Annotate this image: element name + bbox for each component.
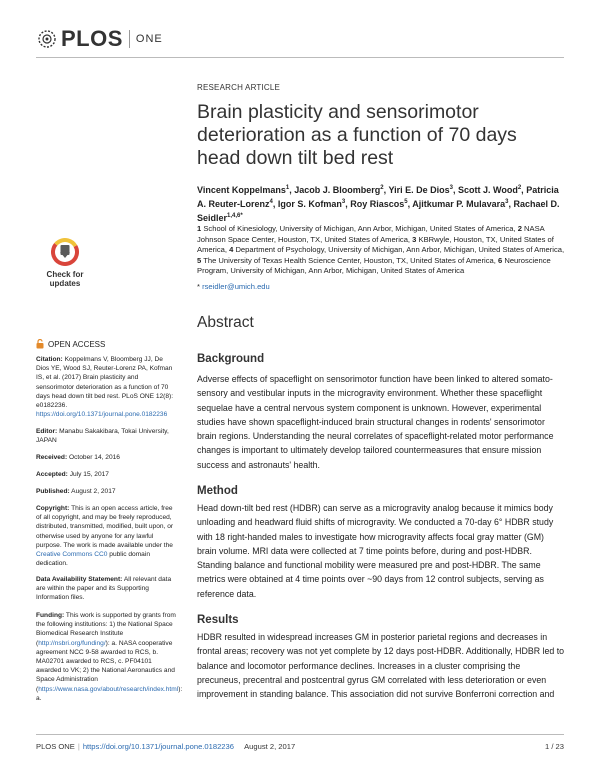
creative-commons-link[interactable]: Creative Commons CC0 [36, 551, 108, 559]
funding-text: ): a. [36, 685, 183, 702]
citation-label: Citation: [36, 356, 63, 363]
copyright-tail: public domain dedication. [36, 551, 150, 568]
email-link[interactable]: rseidler@umich.edu [202, 282, 270, 291]
section-text-method: Head down-tilt bed rest (HDBR) can serve as a microgravity analog because it mimics body unloading and headward fluid shifts of microgravity. We conducted a 70-day 6° HDBR study with 18 right-handed males to investigate how microgravity affects focal gray matter (GM) brain volume. MRI data were collected at 7 time points before, during and post-HDBR. Standing balance and functional mobility were measured pre and post-HDBR. The same metrics were obtained at 4 time points over ~90 days from 12 control subjects, serving as reference data. [197, 503, 554, 599]
published-label: Published: [36, 488, 70, 495]
corresponding-email [197, 282, 270, 291]
brand-name: PLOS [61, 26, 123, 51]
affil-number: 3 [412, 234, 417, 244]
copyright-label: Copyright: [36, 505, 70, 512]
author-sup: 1 [285, 185, 290, 191]
page-footer: PLOS ONE | https://doi.org/10.1371/journal.pone.0182236 August 2, 2017 1 / 23 [36, 742, 564, 751]
affil-number: 4 [229, 245, 234, 255]
open-access-badge [36, 339, 105, 349]
affil-text: Neuroscience Program, University of Michigan, Ann Arbor, Michigan, United States of America [197, 255, 551, 276]
affil-text: KBRwyle, Houston, TX, United States of America, [197, 234, 554, 255]
affil-text: NASA Johnson Space Center, Houston, TX, United States of America, [197, 224, 545, 244]
plos-one-logo [36, 26, 163, 52]
footer-journal: PLOS ONE [36, 742, 75, 751]
affil-number: 6 [497, 255, 503, 265]
nasa-link[interactable]: https://www.nasa.gov/about/research/index.html [38, 685, 179, 693]
author-sup: 2 [517, 185, 522, 191]
author[interactable]: Scott J. Wood [457, 185, 518, 195]
published-text: August 2, 2017 [71, 488, 116, 495]
check-line2: updates [49, 279, 81, 288]
affil-text: Department of Psychology, University of Michigan, Ann Arbor, Michigan, United States of America, [235, 245, 565, 255]
funding-text: This work is supported by grants from the following institutions: 1) the National Space Biomedical Research Institute ( [36, 612, 176, 647]
accepted-block [36, 470, 176, 479]
check-for-updates-badge[interactable] [38, 236, 92, 292]
affil-text: School of Kinesiology, University of Michigan, Ann Arbor, Michigan, United States of America, [203, 224, 516, 233]
article-type: RESEARCH ARTICLE [197, 83, 281, 92]
journal-name: ONE [135, 33, 163, 45]
author[interactable]: Jacob J. Bloomberg [294, 185, 381, 195]
editor-block [36, 427, 176, 445]
copyright-block [36, 504, 176, 568]
published-block [36, 487, 176, 496]
received-text: October 14, 2016 [69, 454, 120, 461]
logo-divider [129, 30, 130, 48]
section-text-results: HDBR resulted in widespread increases GM in posterior parietal regions and decreases in frontal areas; recovery was not yet complete by 12 days post-HDBR. Additionally, HDBR led to balance and locomotor performance declines. Increases in a cluster comprising the precuneus, precentral and postcentral gyrus GM correlated with less deterioration or even improvement in standing balance. This association did not survive Bonferroni correction and [197, 632, 565, 700]
author-sup: 3 [449, 185, 453, 191]
author[interactable]: Patricia A. Reuter-Lorenz [197, 185, 559, 209]
section-heading-background: Background [197, 353, 265, 365]
accepted-label: Accepted: [36, 471, 68, 478]
received-label: Received: [36, 454, 68, 461]
footer-date: August 2, 2017 [244, 742, 296, 751]
author[interactable]: Igor S. Kofman [277, 199, 342, 209]
section-heading-results: Results [197, 614, 239, 626]
author-list: Vincent Koppelmans$^1$, Jacob J. Bloomberg$^2$, Yiri E. De Dios$^3$, Scott J. Wood$^2$, Patricia A. Reuter-Lorenz$^4$, Igor S. Kofman$^3$, Roy Riascos$^5$, Ajitkumar P. Mulavara$^3$, Rachael D. Seidler$^{1,4,6*}$ [197, 185, 560, 223]
author[interactable]: Rachael D. Seidler [197, 199, 560, 223]
editor-label: Editor: [36, 428, 58, 435]
funding-text: ): a. NASA cooperative agreement NCC 9-58 awarded to RCS, b. MA02701 awarded to RCS, c. PF04101 awarded to VK; 2) the National Aeronautics and Space Administration ( [36, 639, 175, 693]
author[interactable]: Yiri E. De Dios [388, 185, 450, 195]
header-rule [36, 57, 564, 58]
affil-number: 1 [197, 224, 202, 233]
author[interactable]: Ajitkumar P. Mulavara [412, 199, 506, 209]
affiliations [197, 224, 567, 277]
author-sup: 3 [505, 199, 509, 205]
plos-logo-mark-icon [36, 28, 58, 50]
nsbri-link[interactable]: http://nsbri.org/funding/ [38, 639, 106, 647]
footer-rule [36, 734, 564, 735]
open-lock-icon [36, 339, 44, 349]
author-sup: 1,4,6* [227, 213, 243, 219]
author-sup: 4 [269, 199, 273, 205]
footer-doi-link[interactable]: https://doi.org/10.1371/journal.pone.0182236 [82, 742, 234, 751]
section-heading-method: Method [197, 485, 238, 497]
affil-number: 2 [517, 224, 522, 233]
citation-text: Koppelmans V, Bloomberg JJ, De Dios YE, Wood SJ, Reuter-Lorenz PA, Kofman IS, et al. (2017) Brain plasticity and sensorimotor deterioration as a function of 70 days head down tilt bed rest. PLoS ONE 12(8): e0182236. [36, 356, 174, 410]
received-block [36, 453, 176, 462]
funding-block [36, 611, 183, 703]
open-access-label: OPEN ACCESS [48, 339, 106, 349]
asterisk-icon: * [197, 282, 200, 291]
citation-doi-link[interactable]: https://doi.org/10.1371/journal.pone.0182236 [36, 411, 168, 419]
data-availability-text: All relevant data are within the paper and its Supporting Information files. [36, 576, 172, 602]
section-text-background: Adverse effects of spaceflight on sensorimotor function have been linked to altered somato-sensory and vestibular inputs in the microgravity environment. Whether these spaceflight sequelae have a central nervous system component is unknown. However, experimental studies have shown spaceflight-induced brain structural changes in rodents' sensorimotor brain regions. Understanding the neural correlates of spaceflight-related motor performance changes is important to ultimately develop tailored countermeasures that ensure mission success and astronauts' health. [197, 374, 554, 470]
author[interactable]: Roy Riascos [350, 199, 405, 209]
abstract-heading: Abstract [197, 314, 254, 331]
page-number: 1 / 23 [545, 742, 564, 751]
author-sup: 5 [404, 199, 408, 205]
data-availability-block [36, 575, 176, 603]
author[interactable]: Vincent Koppelmans [197, 185, 286, 195]
affil-text: The University of Texas Health Science Center, Houston, TX, United States of America, [203, 255, 496, 265]
accepted-text: July 15, 2017 [69, 471, 109, 478]
author-sup: 2 [380, 185, 384, 191]
affil-number: 5 [197, 255, 202, 265]
funding-label: Funding: [36, 612, 65, 619]
editor-text: Manabu Sakakibara, Tokai University, JAPAN [36, 428, 169, 445]
author-sup: 3 [341, 199, 346, 205]
copyright-text: This is an open access article, free of all copyright, and may be freely reproduced, distributed, transmitted, modified, built upon, or otherwise used by anyone for any lawful purpose. The work is made available under the [36, 505, 174, 549]
citation-block [36, 355, 176, 419]
check-line1: Check for [46, 270, 84, 279]
data-availability-label: Data Availability Statement: [36, 576, 123, 583]
article-title: Brain plasticity and sensorimotor deterioration as a function of 70 days head down tilt bed rest [197, 101, 517, 169]
